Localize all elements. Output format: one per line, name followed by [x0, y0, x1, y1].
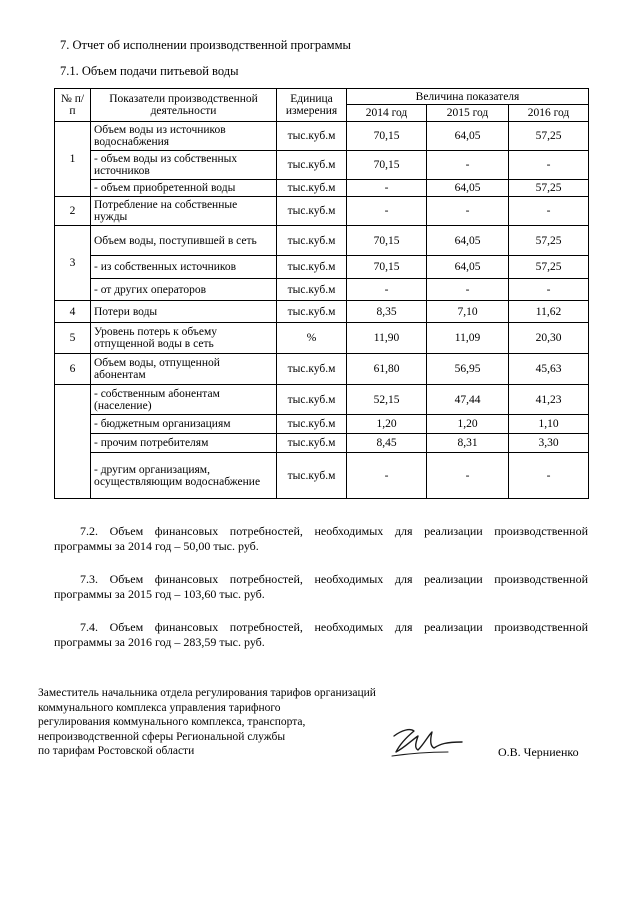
value-2014: 70,15	[347, 256, 427, 279]
value-2016: -	[509, 453, 589, 499]
handwritten-signature	[388, 722, 468, 762]
signatory-line: Заместитель начальника отдела регулирования тарифов организаций	[38, 687, 376, 699]
value-2016: 57,25	[509, 180, 589, 197]
row-label: - собственным абонентам (население)	[91, 385, 277, 415]
value-2016: -	[509, 279, 589, 301]
row-label: Объем воды из источников водоснабжения	[91, 122, 277, 151]
value-2016: 57,25	[509, 122, 589, 151]
table-body	[55, 122, 589, 499]
value-2016: -	[509, 197, 589, 226]
table-row	[55, 279, 589, 301]
signatory-line: коммунального комплекса управления тарифного	[38, 701, 281, 714]
value-2014: 70,15	[347, 122, 427, 151]
table-row	[55, 256, 589, 279]
row-label: Объем воды, поступившей в сеть	[91, 226, 277, 256]
value-2016: 45,63	[509, 354, 589, 385]
paragraph-7-3: 7.3. Объем финансовых потребностей, необходимых для реализации производственной программы за 2015 год – 103,60 тыс. руб.	[54, 572, 588, 601]
row-unit: тыс.куб.м	[277, 279, 347, 301]
row-label: Потребление на собственные нужды	[91, 197, 277, 226]
value-2016: 20,30	[509, 323, 589, 354]
value-2016: 57,25	[509, 256, 589, 279]
value-2015: 1,20	[427, 415, 509, 434]
row-unit: тыс.куб.м	[277, 226, 347, 256]
row-label: - прочим потребителям	[91, 434, 277, 453]
row-unit: тыс.куб.м	[277, 197, 347, 226]
row-label: Объем воды, отпущенной абонентам	[91, 354, 277, 385]
value-2015: 64,05	[427, 226, 509, 256]
row-num: 6	[55, 354, 91, 385]
paragraph-7-2: 7.2. Объем финансовых потребностей, необходимых для реализации производственной программы за 2014 год – 50,00 тыс. руб.	[54, 524, 588, 553]
header-num: № п/п	[55, 89, 91, 122]
table-row	[55, 122, 589, 151]
water-supply-table	[54, 88, 589, 499]
value-2014: -	[347, 453, 427, 499]
table-row	[55, 385, 589, 415]
header-unit: Единица измерения	[277, 89, 347, 122]
row-label: - другим организациям, осуществляющим водоснабжение	[91, 453, 277, 499]
row-label: - объем приобретенной воды	[91, 180, 277, 197]
signatory-line: непроизводственной сферы Региональной службы	[38, 730, 286, 743]
value-2015: 56,95	[427, 354, 509, 385]
row-label: Уровень потерь к объему отпущенной воды в сеть	[91, 323, 277, 354]
value-2015: 7,10	[427, 301, 509, 323]
table-row	[55, 226, 589, 256]
value-2016: 57,25	[509, 226, 589, 256]
row-unit: тыс.куб.м	[277, 301, 347, 323]
row-label: - объем воды из собственных источников	[91, 151, 277, 180]
value-2016: 11,62	[509, 301, 589, 323]
value-2015: 64,05	[427, 256, 509, 279]
value-2015: 47,44	[427, 385, 509, 415]
value-2015: 11,09	[427, 323, 509, 354]
row-unit: тыс.куб.м	[277, 385, 347, 415]
row-unit: тыс.куб.м	[277, 180, 347, 197]
table-row	[55, 197, 589, 226]
value-2014: 1,20	[347, 415, 427, 434]
table-row	[55, 354, 589, 385]
signatory-name: О.В. Черниенко	[498, 745, 579, 759]
header-year-2016: 2016 год	[509, 105, 589, 122]
value-2014: 70,15	[347, 151, 427, 180]
row-num: 1	[55, 122, 91, 197]
table-row	[55, 301, 589, 323]
row-label: - от других операторов	[91, 279, 277, 301]
value-2014: -	[347, 197, 427, 226]
row-label: Потери воды	[91, 301, 277, 323]
header-value-group: Величина показателя	[347, 89, 589, 105]
row-unit: тыс.куб.м	[277, 151, 347, 180]
header-year-2015: 2015 год	[427, 105, 509, 122]
row-label: - бюджетным организациям	[91, 415, 277, 434]
header-year-2014: 2014 год	[347, 105, 427, 122]
value-2015: 8,31	[427, 434, 509, 453]
row-unit: тыс.куб.м	[277, 256, 347, 279]
section-subtitle: 7.1. Объем подачи питьевой воды	[60, 64, 239, 78]
value-2016: 3,30	[509, 434, 589, 453]
value-2014: 8,35	[347, 301, 427, 323]
value-2016: 41,23	[509, 385, 589, 415]
value-2015: -	[427, 197, 509, 226]
row-num: 3	[55, 226, 91, 301]
value-2014: 61,80	[347, 354, 427, 385]
signatory-line: по тарифам Ростовской области	[38, 745, 195, 757]
row-num: 5	[55, 323, 91, 354]
value-2016: -	[509, 151, 589, 180]
value-2014: 8,45	[347, 434, 427, 453]
value-2014: 52,15	[347, 385, 427, 415]
header-indicator: Показатели производственной деятельности	[91, 89, 277, 122]
row-unit: %	[277, 323, 347, 354]
signatory-line: регулирования коммунального комплекса, транспорта,	[38, 716, 306, 728]
value-2016: 1,10	[509, 415, 589, 434]
table-row	[55, 415, 589, 434]
row-label: - из собственных источников	[91, 256, 277, 279]
table-row	[55, 434, 589, 453]
section-title: 7. Отчет об исполнении производственной программы	[60, 38, 351, 52]
value-2015: -	[427, 151, 509, 180]
value-2014: 11,90	[347, 323, 427, 354]
value-2015: 64,05	[427, 122, 509, 151]
value-2014: -	[347, 180, 427, 197]
row-unit: тыс.куб.м	[277, 354, 347, 385]
row-num: 4	[55, 301, 91, 323]
row-unit: тыс.куб.м	[277, 122, 347, 151]
row-num: 2	[55, 197, 91, 226]
signatory-title	[38, 686, 438, 759]
table-row	[55, 180, 589, 197]
row-unit: тыс.куб.м	[277, 415, 347, 434]
table-row	[55, 323, 589, 354]
row-unit: тыс.куб.м	[277, 434, 347, 453]
row-unit: тыс.куб.м	[277, 453, 347, 499]
value-2015: 64,05	[427, 180, 509, 197]
value-2015: -	[427, 279, 509, 301]
value-2014: 70,15	[347, 226, 427, 256]
paragraph-7-4: 7.4. Объем финансовых потребностей, необходимых для реализации производственной программы за 2016 год – 283,59 тыс. руб.	[54, 620, 588, 649]
table-row	[55, 453, 589, 499]
row-num	[55, 385, 91, 499]
value-2014: -	[347, 279, 427, 301]
value-2015: -	[427, 453, 509, 499]
table-row	[55, 151, 589, 180]
